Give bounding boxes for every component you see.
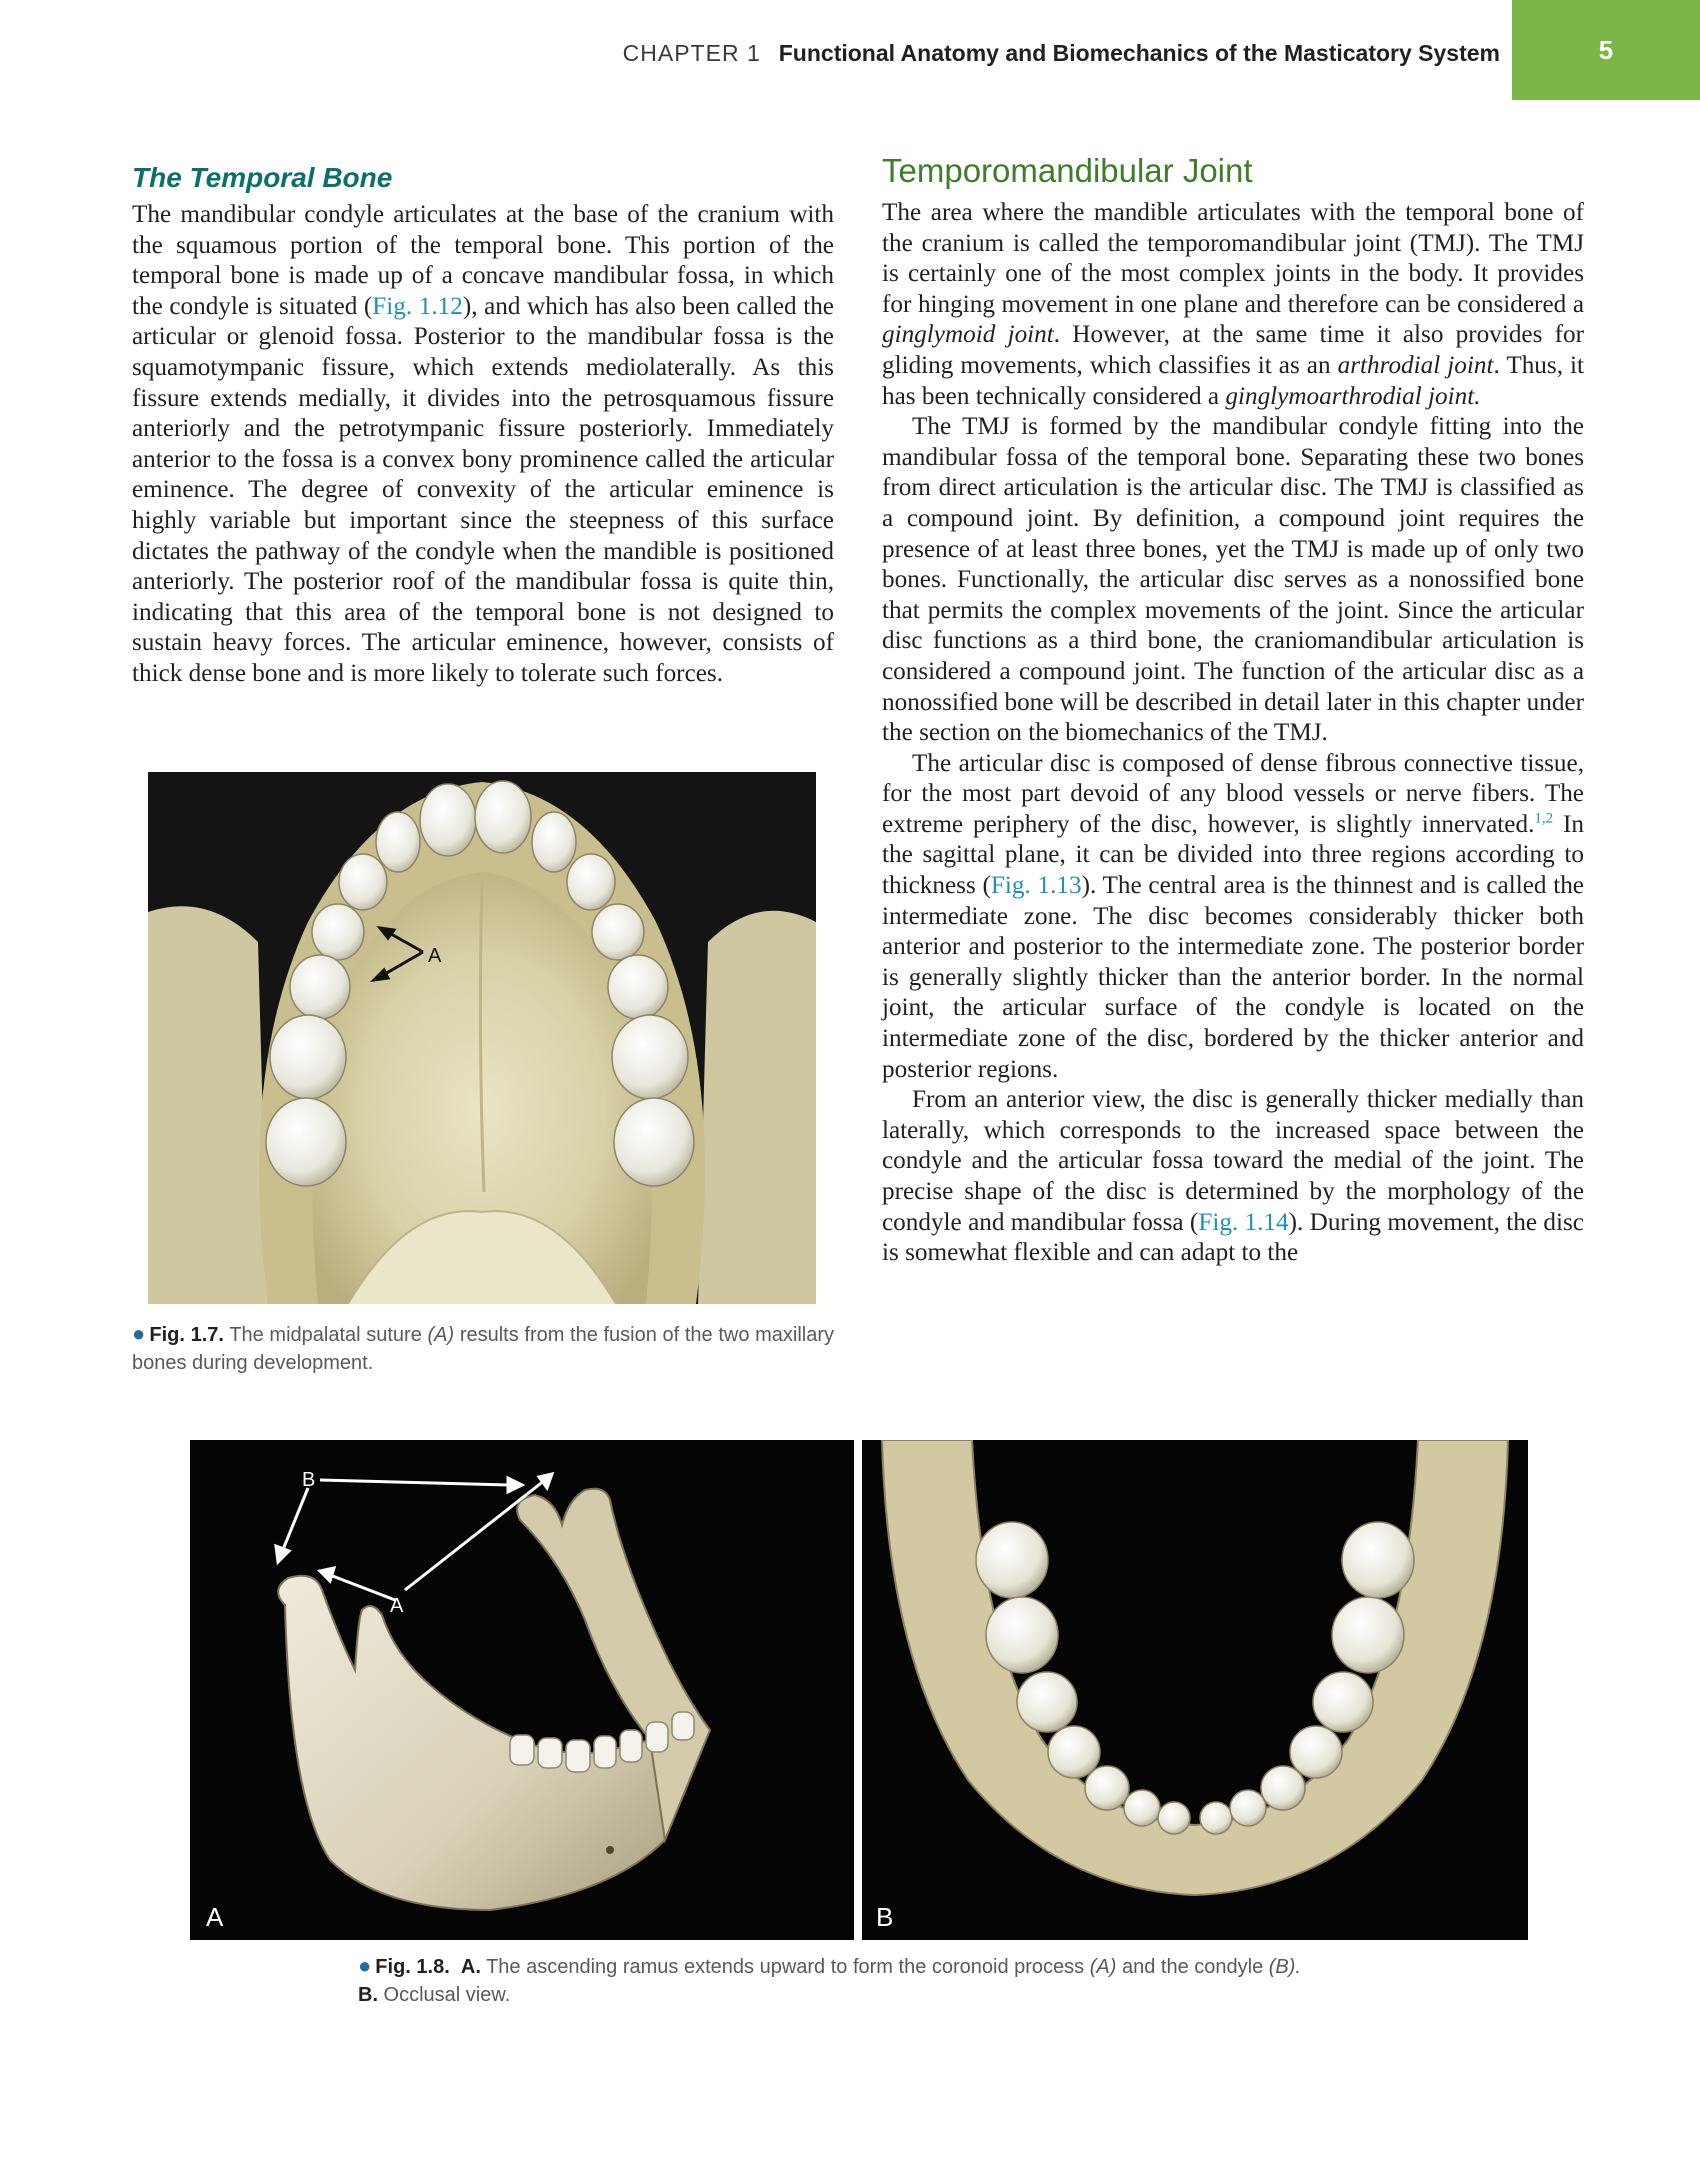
chapter-label: CHAPTER 1 [622,40,761,66]
text-run: ). The central area is the thinnest and is called the intermediate zone. The disc becomes considerably thicker both anterior and posterior to the intermediate zone. The posterior border is generally slightly thicker than the anterior border. In the normal joint, the articular surface of the condyle is located on the intermediate zone of the disc, bordered by the thicker anterior and posterior regions. [882,872,1584,1083]
caption-text: The ascending ramus extends upward to form the coronoid process [480,1956,1090,1978]
mandible-lateral-illustration [190,1440,854,1940]
right-column [882,152,1584,1269]
panel-label-b: B [876,1902,894,1932]
caption-text: and the condyle [1116,1956,1269,1978]
text-run: . However, at the same time it also provides for gliding movements, which classifies it as an [882,321,1585,379]
text-run: ), and which has also been called the articular or glenoid fossa. Posterior to the mandibular fossa is the squamotympanic fissure, which extends mediolaterally. As this fissure extends medially, it divides into the petrosquamous fissure anteriorly and the petrotympanic fissure posteriorly. Immediately anterior to the fossa is a convex bony prominence called the articular eminence. The degree of convexity of the articular eminence is highly variable but important since the steepness of this surface dictates the pathway of the condyle when the mandible is positioned anteriorly. The posterior roof of the mandibular fossa is quite thin, indicating that this area of the temporal bone is not designed to sustain heavy forces. The articular eminence, however, consists of thick dense bone and is more likely to tolerate such forces. [132,292,834,687]
caption-number: Fig. 1.8. [375,1956,450,1978]
caption-bullet-icon: ● [132,1321,146,1346]
reference-superscript[interactable]: 1,2 [1534,810,1554,827]
fig-1-12-link[interactable]: Fig. 1.12 [372,292,463,320]
caption-em: (B). [1268,1956,1301,1978]
text-run: . Thus, it has been technically considered a [882,351,1585,410]
tmj-paragraph-1 [882,198,1584,412]
text-run: ). During movement, the disc is somewhat flexible and can adapt to the [882,1208,1584,1267]
caption-em: (A) [427,1324,455,1346]
tmj-heading: Temporomandibular Joint [882,152,1253,189]
figure-1-7-caption [132,1320,834,1377]
figure-1-8a-mandible-image [190,1440,854,1940]
caption-bullet-icon: ● [358,1953,372,1978]
text-run: The articular disc is composed of dense fibrous connective tissue, for the most part devoid of any blood vessels or nerve fibers. The extreme periphery of the disc, however, is slightly innervated. [882,749,1584,838]
fig-1-14-link[interactable]: Fig. 1.14 [1198,1208,1289,1236]
fig-1-8-label-b: B [302,1469,316,1491]
caption-text: results from the fusion of the two maxillary bones during development. [132,1324,835,1374]
figure-1-7-palate-image [148,772,816,1304]
tmj-paragraph-2: The TMJ is formed by the mandibular condyle fitting into the mandibular fossa of the temporal bone. Separating these two bones from direct articulation is the articular disc. The TMJ is classified as a compound joint. By definition, a compound joint requires the presence of at least three bones, yet the TMJ is made up of only two bones. Functionally, the articular disc serves as a nonossified bone that permits the complex movements of the joint. Since the articular disc functions as a third bone, the craniomandibular articulation is considered a compound joint. The function of the articular disc as a nonossified bone will be described in detail later in this chapter under the section on the biomechanics of the TMJ. [882,413,1584,747]
temporal-bone-heading: The Temporal Bone [132,162,393,193]
caption-text: The midpalatal suture [223,1324,428,1346]
text-run: In the sagittal plane, it can be divided into three regions according to thickness ( [882,810,1585,900]
tmj-paragraph-4 [882,1085,1584,1269]
page-number: 5 [1598,34,1614,65]
palate-illustration [148,772,816,1304]
caption-part-b: B. [358,1984,378,2006]
occlusal-view-illustration [862,1440,1528,1940]
fig-1-8-label-a: A [390,1595,404,1617]
caption-number: Fig. 1.7. [149,1324,224,1346]
chapter-title: Functional Anatomy and Biomechanics of the Masticatory System [778,40,1500,66]
temporal-bone-paragraph [132,200,834,690]
text-run: The area where the mandible articulates with the temporal bone of the cranium is called the temporomandibular joint (TMJ). The TMJ is certainly one of the most complex joints in the body. It provides for hinging movement in one plane and therefore can be considered a [882,199,1584,318]
panel-label-a: A [206,1902,224,1932]
figure-1-8b-occlusal-image [862,1440,1528,1940]
fig-1-7-label-a: A [428,945,442,967]
caption-text: Occlusal view. [378,1984,511,2006]
arthrodial-term: arthrodial joint [1337,351,1494,379]
caption-em: (A) [1089,1956,1117,1978]
running-header [0,40,1500,67]
tmj-paragraph-3 [882,749,1584,1086]
fig-1-13-link[interactable]: Fig. 1.13 [990,872,1082,900]
ginglymoid-term: ginglymoid joint [882,321,1054,349]
text-run: The mandibular condyle articulates at the base of the cranium with the squamous portion of the temporal bone. This portion of the temporal bone is made up of a concave mandibular fossa, in which the condyle is situated ( [132,201,834,320]
ginglymoarthrodial-term: ginglymoarthrodial joint. [1225,382,1481,410]
text-run: From an anterior view, the disc is generally thicker medially than laterally, which corresponds to the increased space between the condyle and the articular fossa toward the medial of the joint. The precise shape of the disc is determined by the morphology of the condyle and mandibular fossa ( [882,1086,1584,1236]
page-number-tab [1512,0,1700,100]
figure-1-8-caption [358,1952,1358,2009]
left-column [132,162,834,690]
caption-part-a: A. [460,1956,481,1978]
